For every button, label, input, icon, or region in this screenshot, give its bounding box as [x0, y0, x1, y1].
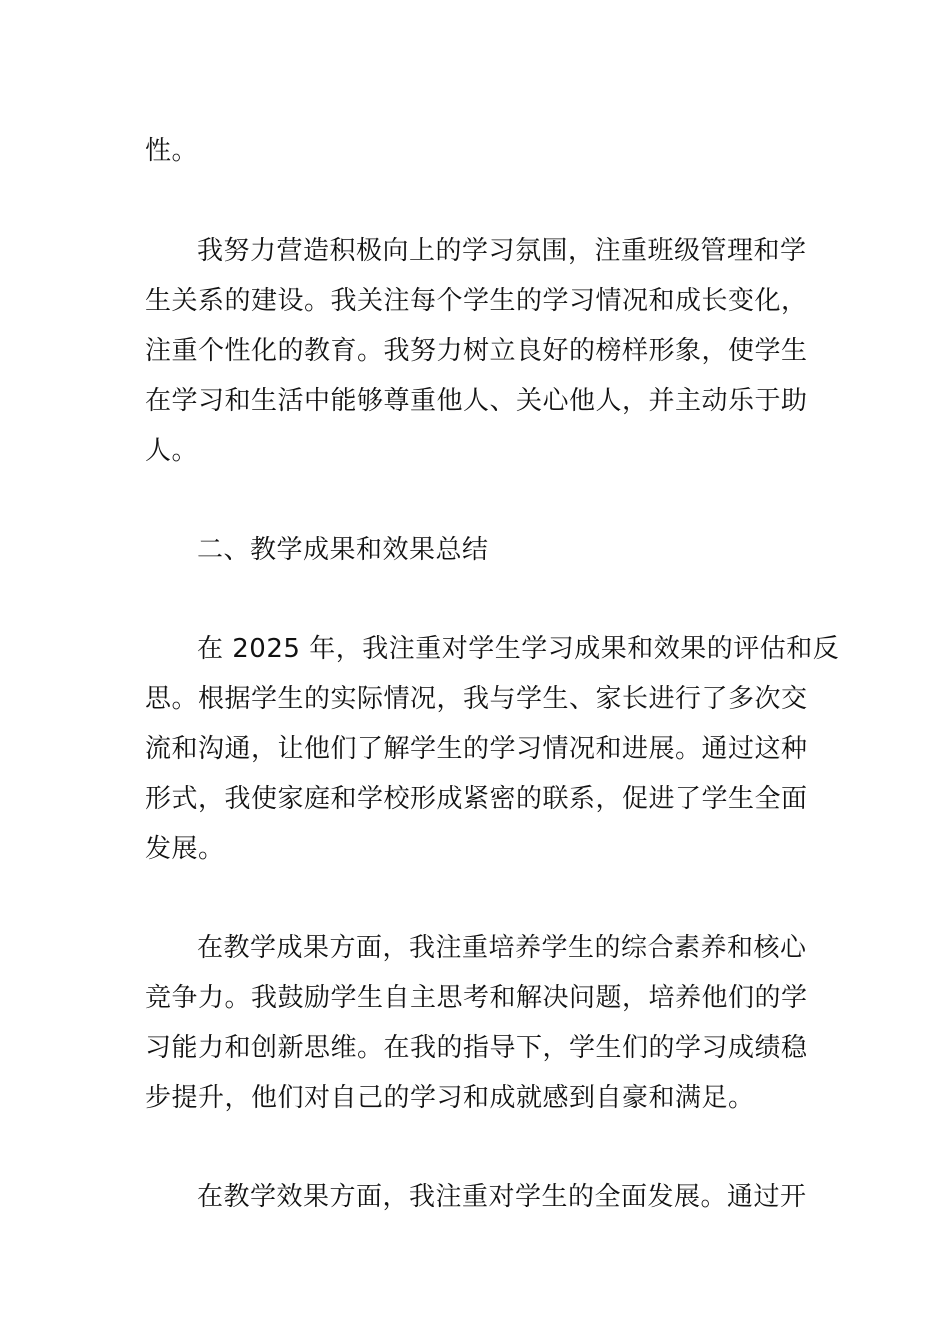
text-line: 思。根据学生的实际情况，我与学生、家长进行了多次交 — [145, 684, 808, 714]
text-line: 人。 — [145, 436, 199, 466]
text-line: 我努力营造积极向上的学习氛围，注重班级管理和学 — [197, 236, 807, 266]
text-line: 流和沟通，让他们了解学生的学习情况和进展。通过这种 — [145, 734, 808, 764]
text-line: 生关系的建设。我关注每个学生的学习情况和成长变化， — [145, 286, 808, 316]
text-line: 在教学效果方面，我注重对学生的全面发展。通过开 — [197, 1182, 807, 1212]
text-line: 在教学成果方面，我注重培养学生的综合素养和核心 — [197, 933, 807, 963]
text-line: 在 2025 年，我注重对学生学习成果和效果的评估和反 — [197, 634, 840, 664]
text-line: 步提升，他们对自己的学习和成就感到自豪和满足。 — [145, 1083, 755, 1113]
text-line: 注重个性化的教育。我努力树立良好的榜样形象，使学生 — [145, 336, 808, 366]
section-heading: 二、教学成果和效果总结 — [197, 535, 489, 565]
text-line: 发展。 — [145, 834, 225, 864]
text-line: 在学习和生活中能够尊重他人、关心他人，并主动乐于助 — [145, 386, 808, 416]
text-line: 竞争力。我鼓励学生自主思考和解决问题，培养他们的学 — [145, 983, 808, 1013]
text-line: 习能力和创新思维。在我的指导下，学生们的学习成绩稳 — [145, 1033, 808, 1063]
text-line: 性。 — [145, 136, 199, 166]
text-line: 形式，我使家庭和学校形成紧密的联系，促进了学生全面 — [145, 784, 808, 814]
